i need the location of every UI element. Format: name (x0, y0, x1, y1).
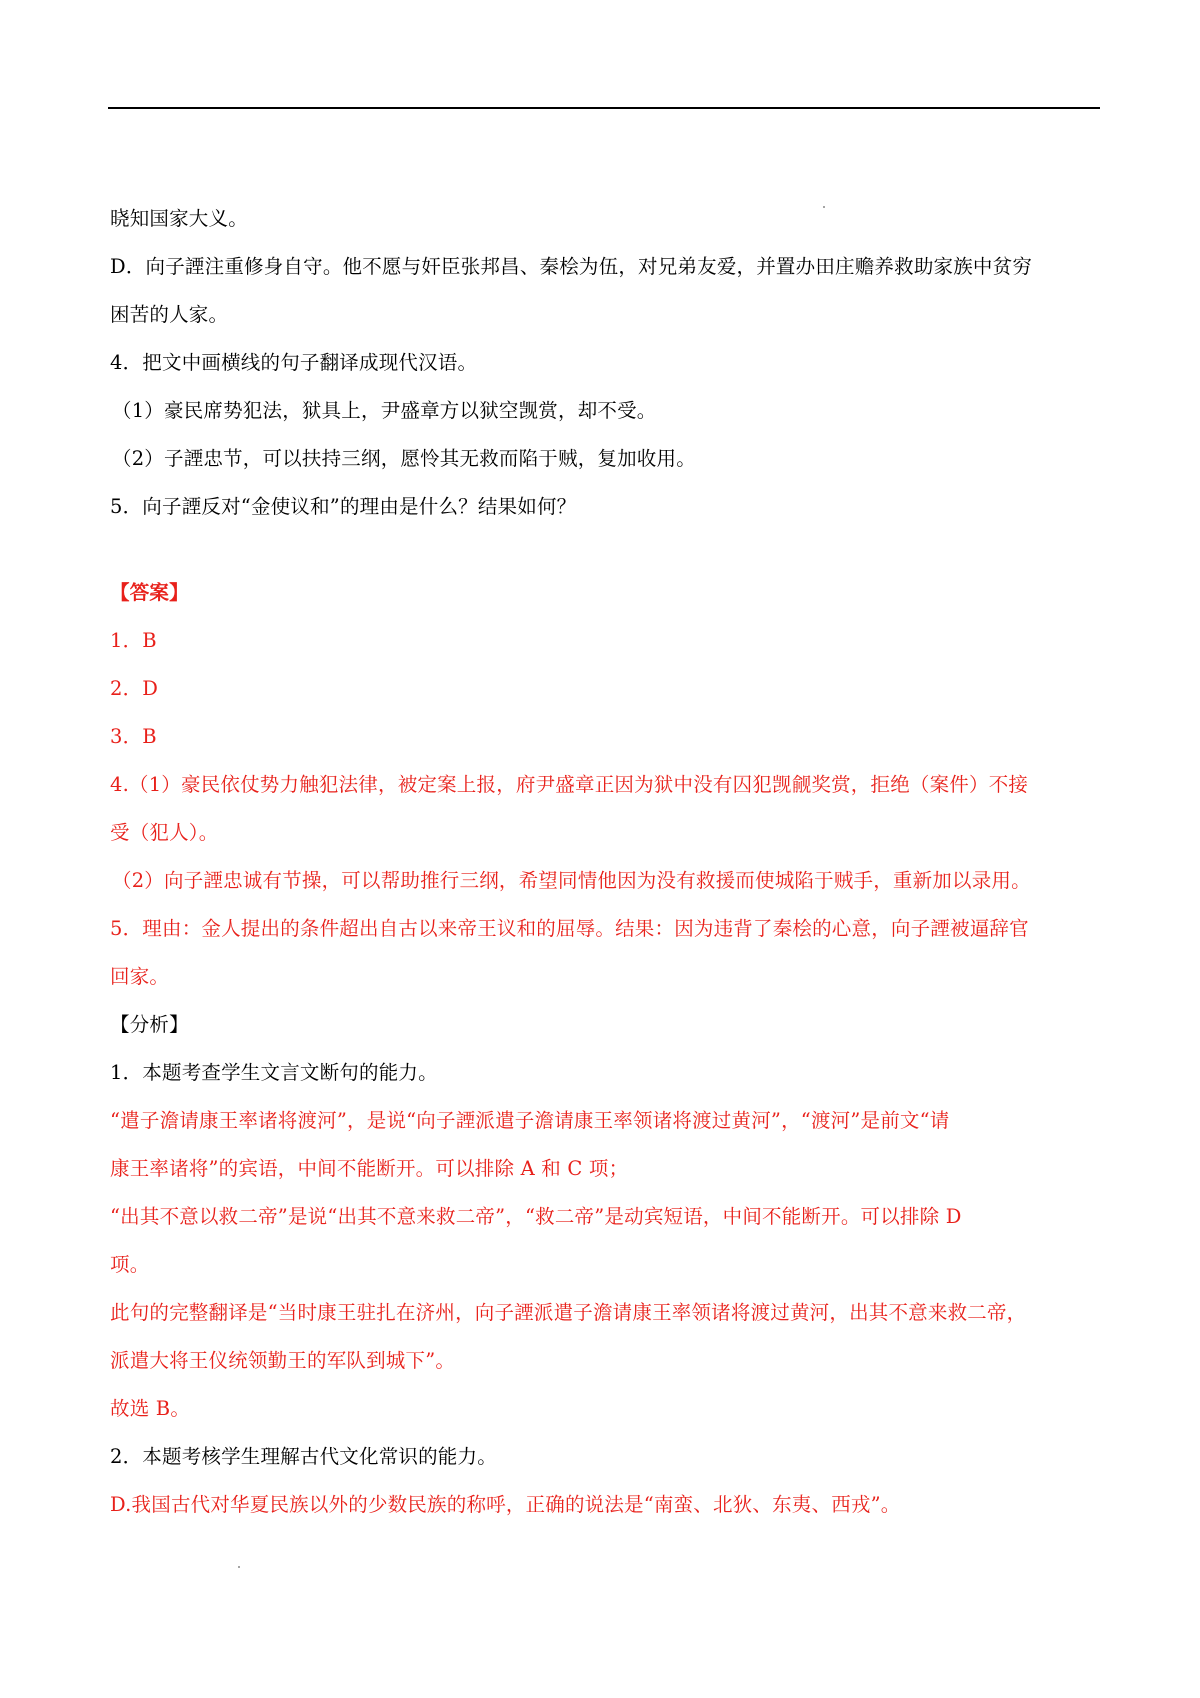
analysis-line: 康王率诸将”的宾语，中间不能断开。可以排除 A 和 C 项； (110, 1157, 629, 1180)
answer-item: 回家。 (110, 965, 170, 988)
analysis-line: 项。 (110, 1253, 150, 1276)
answer-item: 4.（1）豪民依仗势力触犯法律，被定案上报，府尹盛章正因为狱中没有囚犯觊觎奖赏，拒绝（案件）不接 (110, 773, 1029, 796)
analysis-line: D.我国古代对华夏民族以外的少数民族的称呼，正确的说法是“南蛮、北狄、东夷、西戎”。 (110, 1493, 901, 1516)
analysis-heading: 【分析】 (110, 1013, 189, 1036)
scan-speck (238, 1566, 240, 1568)
answer-heading: 【答案】 (110, 581, 189, 604)
question-5-prompt: 5．向子諲反对“金使议和”的理由是什么？结果如何？ (110, 495, 577, 518)
analysis-line: “遣子澹请康王率诸将渡河”，是说“向子諲派遣子澹请康王率领诸将渡过黄河”，“渡河”是前文“请 (110, 1109, 950, 1132)
question-4-sentence-1: （1）豪民席势犯法，狱具上，尹盛章方以狱空觊赏，却不受。 (112, 399, 657, 422)
header-rule (108, 107, 1100, 109)
scan-speck (823, 206, 825, 208)
answer-item: 5．理由：金人提出的条件超出自古以来帝王议和的屈辱。结果：因为违背了秦桧的心意，向子諲被逼辞官 (110, 917, 1029, 940)
question-4-sentence-2: （2）子諲忠节，可以扶持三纲，愿怜其无救而陷于贼，复加收用。 (112, 447, 696, 470)
answer-item: 3．B (110, 725, 157, 748)
analysis-line: 故选 B。 (110, 1397, 191, 1420)
answer-item: 受（犯人）。 (110, 821, 219, 844)
analysis-intro: 2．本题考核学生理解古代文化常识的能力。 (110, 1445, 497, 1468)
question-text-line: 晓知国家大义。 (110, 207, 248, 230)
answer-item: 1．B (110, 629, 157, 652)
analysis-line: 派遣大将王仪统领勤王的军队到城下”。 (110, 1349, 456, 1372)
option-d-line: 困苦的人家。 (110, 303, 229, 326)
option-d-line: D．向子諲注重修身自守。他不愿与奸臣张邦昌、秦桧为伍，对兄弟友爱，并置办田庄赡养救助家族中贫穷 (110, 255, 1033, 278)
analysis-line: 此句的完整翻译是“当时康王驻扎在济州，向子諲派遣子澹请康王率领诸将渡过黄河，出其不意来救二帝， (110, 1301, 1027, 1324)
answer-item: 2．D (110, 677, 159, 700)
answer-item: （2）向子諲忠诚有节操，可以帮助推行三纲，希望同情他因为没有救援而使城陷于贼手，重新加以录用。 (112, 869, 1031, 892)
question-4-prompt: 4．把文中画横线的句子翻译成现代汉语。 (110, 351, 478, 374)
analysis-intro: 1．本题考查学生文言文断句的能力。 (110, 1061, 438, 1084)
analysis-line: “出其不意以救二帝”是说“出其不意来救二帝”，“救二帝”是动宾短语，中间不能断开。可以排除 D (110, 1205, 962, 1228)
